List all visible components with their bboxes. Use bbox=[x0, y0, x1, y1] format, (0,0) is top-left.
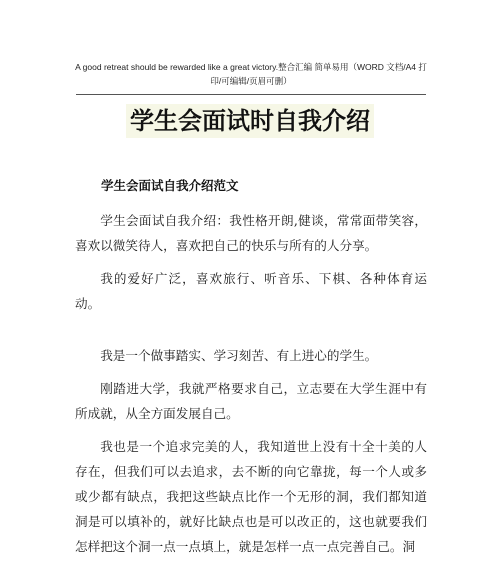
section-title: 学生会面试自我介绍范文 bbox=[101, 178, 239, 193]
paragraph-2: 我的爱好广泛，喜欢旅行、听音乐、下棋、各种体育运动。 bbox=[75, 271, 427, 311]
paragraph-4: 刚踏进大学，我就严格要求自己，立志要在大学生涯中有所成就，从全方面发展自己。 bbox=[75, 381, 427, 421]
document-title-wrap bbox=[0, 104, 500, 138]
document-title: 学生会面试时自我介绍 bbox=[126, 104, 374, 138]
paragraph-5: 我也是一个追求完美的人，我知道世上没有十全十美的人存在，但我们可以去追求，去不断的向它靠拢，每一个人或多或少都有缺点，我把这些缺点比作一个无形的洞，我们都知道洞是可以填补的，就好比缺点也是可以改正的，这也就要我们怎样把这个洞一点一点填上，就是怎样一点一点完善自己。洞 bbox=[75, 439, 427, 554]
paragraph-gap bbox=[75, 368, 427, 376]
paragraph-1: 学生会面试自我介绍：我性格开朗,健谈，常常面带笑容，喜欢以微笑待人，喜欢把自己的快乐与所有的人分享。 bbox=[75, 213, 427, 253]
paragraph-3: 我是一个做事踏实、学习刻苦、有上进心的学生。 bbox=[100, 348, 378, 363]
header-note: A good retreat should be rewarded like a great victory.整合汇编 简单易用（WORD 文档/A4 打印/可编辑/页眉可删） bbox=[75, 62, 427, 86]
paragraph-gap bbox=[75, 426, 427, 434]
paragraph-gap bbox=[75, 316, 427, 343]
header-divider bbox=[76, 94, 426, 95]
document-body bbox=[75, 208, 427, 559]
paragraph-gap bbox=[75, 258, 427, 266]
